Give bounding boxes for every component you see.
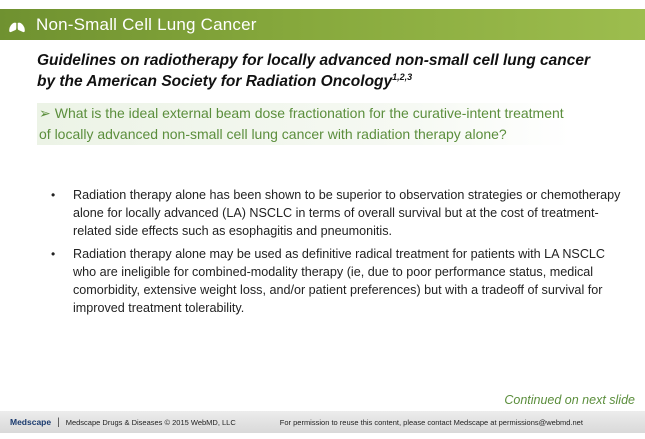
list-item bbox=[48, 245, 623, 317]
slide-title bbox=[37, 50, 597, 92]
bullet-text: Radiation therapy alone has been shown to be superior to observation strategies or chemotherapy alone for locally advanced (LA) NSCLC in terms of overall survival but at the cost of treatment-related side effects such as esophagitis and pneumonitis. bbox=[73, 188, 621, 238]
continued-note: Continued on next slide bbox=[504, 393, 635, 407]
list-item bbox=[48, 186, 623, 240]
slide-title-text: Guidelines on radiotherapy for locally advanced non-small cell lung cancer by the American Society for Radiation Oncology bbox=[37, 52, 590, 90]
bullet-dot-icon: • bbox=[51, 247, 56, 261]
footer-copyright: Medscape Drugs & Diseases © 2015 WebMD, LLC bbox=[65, 417, 236, 427]
bullet-list bbox=[48, 186, 623, 322]
lungs-icon bbox=[8, 17, 26, 33]
title-references: 1,2,3 bbox=[392, 72, 413, 82]
footer-separator: | bbox=[57, 416, 60, 428]
bullet-dot-icon: • bbox=[51, 188, 56, 202]
footer-permission: For permission to reuse this content, please contact Medscape at permissions@webmd.net bbox=[279, 417, 583, 427]
medscape-logo: Medscape bbox=[10, 417, 52, 427]
header-bar bbox=[0, 9, 645, 40]
header-title: Non-Small Cell Lung Cancer bbox=[36, 14, 257, 34]
question-box bbox=[37, 103, 571, 145]
footer-bar bbox=[0, 411, 645, 433]
question-text: What is the ideal external beam dose fractionation for the curative-intent treatment of locally advanced non-small cell lung cancer with radiation therapy alone? bbox=[39, 105, 564, 142]
arrow-bullet-icon: ➢ bbox=[39, 105, 51, 121]
bullet-text: Radiation therapy alone may be used as definitive radical treatment for patients with LA NSCLC who are ineligible for combined-modality therapy (ie, due to poor performance status, medical comorbidity, extensive weight loss, and/or patient preferences) but with a tradeoff of survival for improved treatment tolerability. bbox=[73, 247, 606, 315]
